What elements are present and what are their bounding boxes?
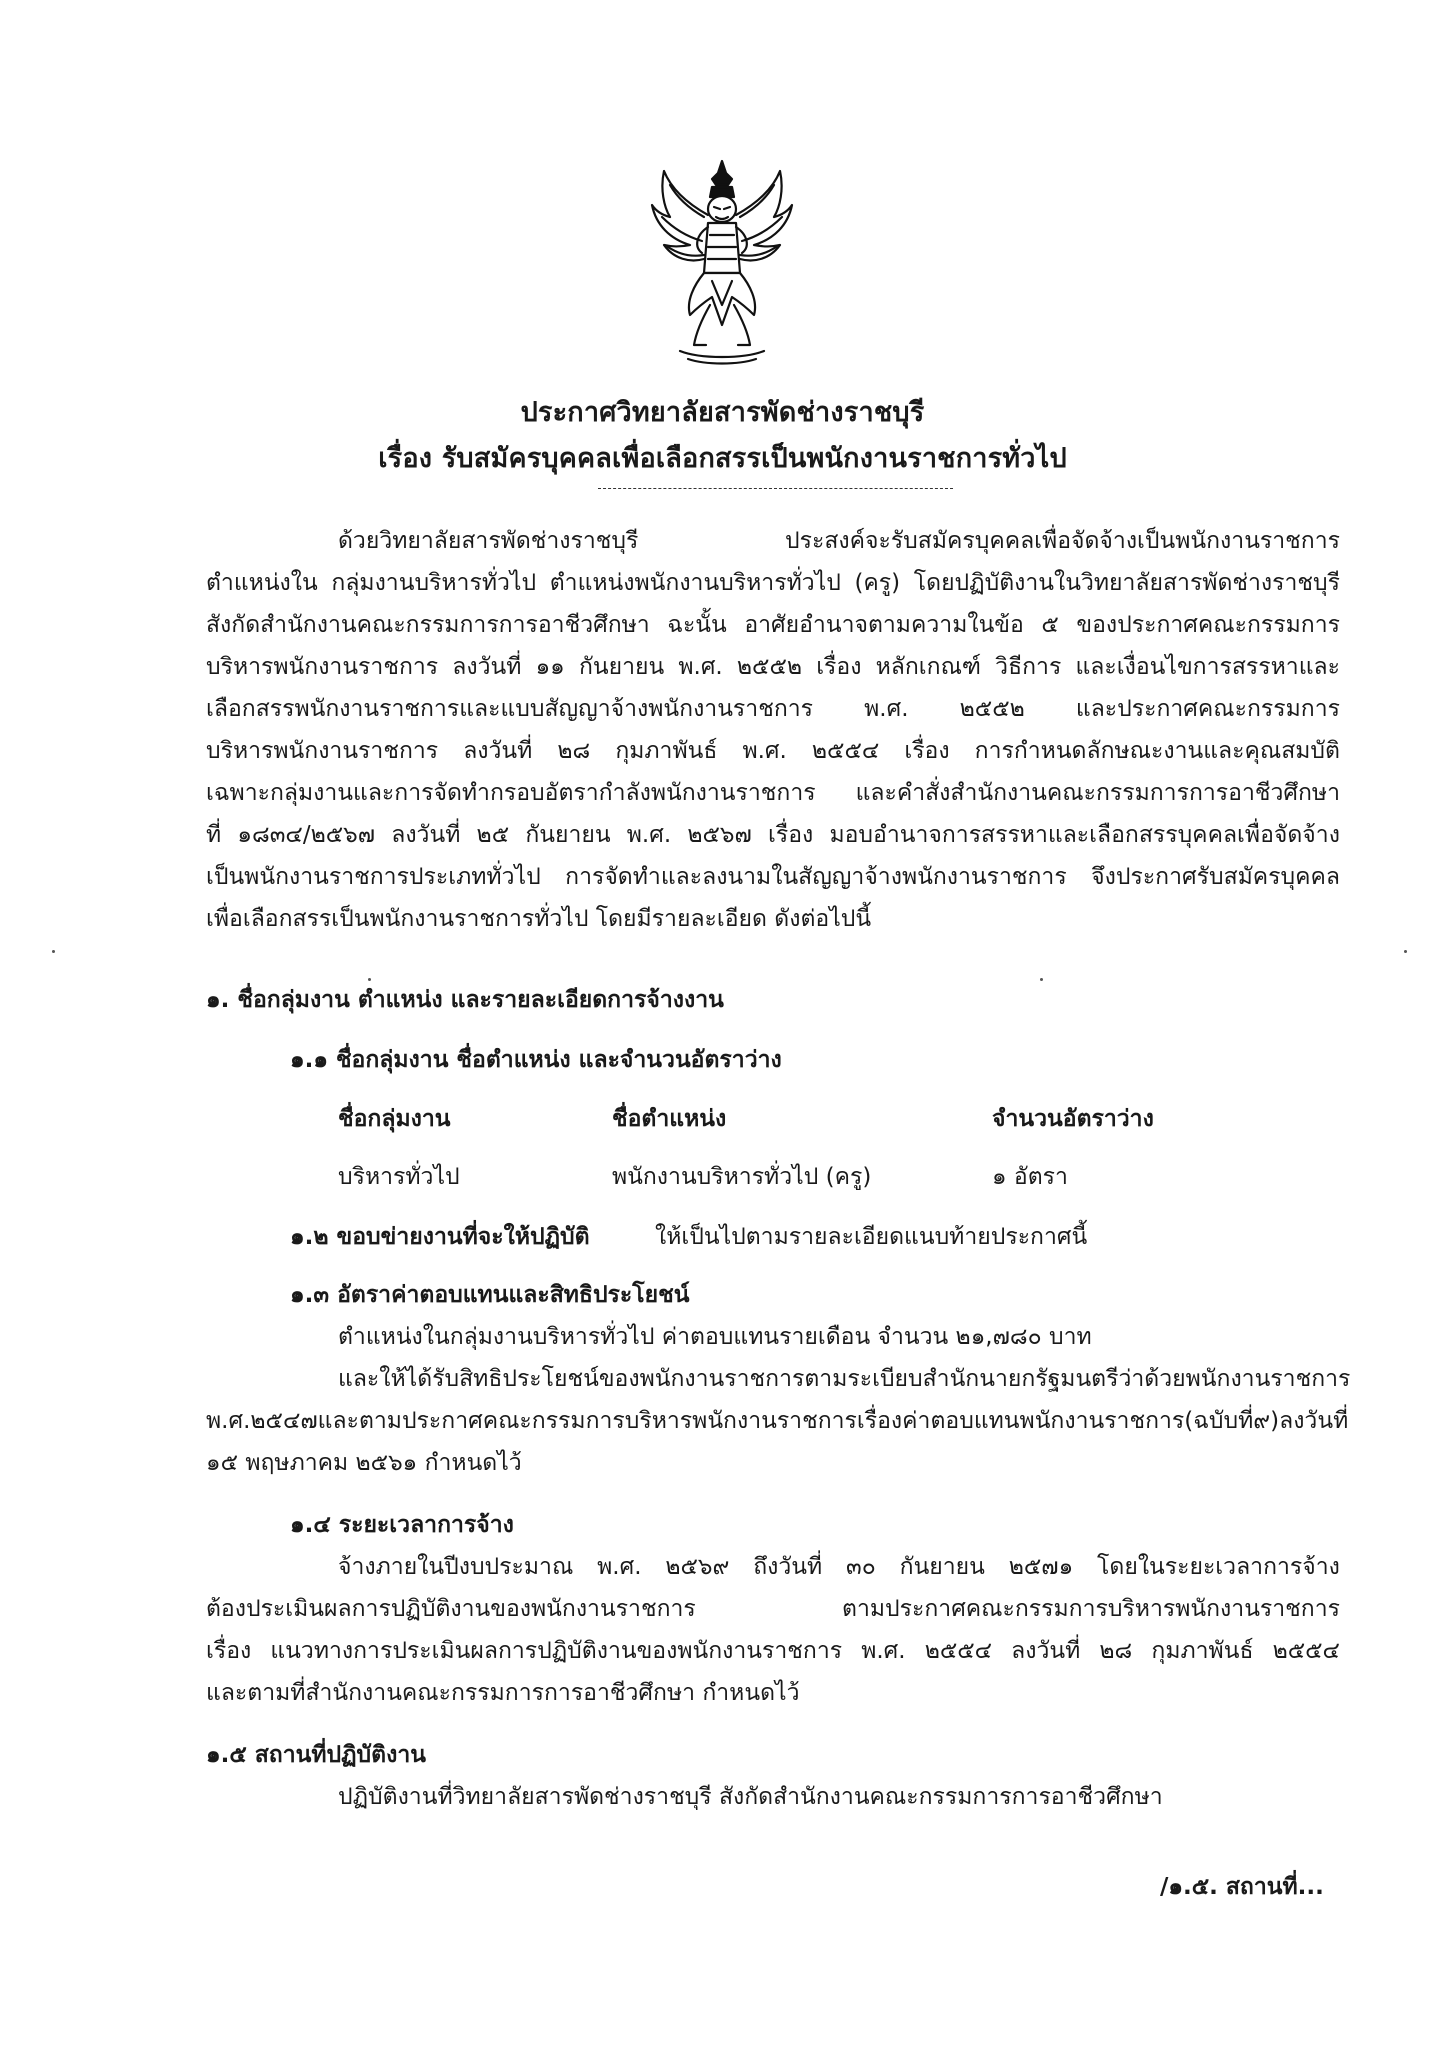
document-title: ประกาศวิทยาลัยสารพัดช่างราชบุรี [520,397,925,428]
table-header-vacancies: จำนวนอัตราว่าง [992,1106,1154,1132]
section-1-3-line: ตำแหน่งในกลุ่มงานบริหารทั่วไป ค่าตอบแทนรายเดือน จำนวน ๒๑,๗๘๐ บาท [338,1324,1092,1350]
table-cell-position: พนักงานบริหารทั่วไป (ครู) [612,1164,872,1190]
table-cell-group: บริหารทั่วไป [338,1164,460,1190]
document-subject: เรื่อง รับสมัครบุคคลเพื่อเลือกสรรเป็นพนักงานราชการทั่วไป [378,443,1067,474]
intro-line: เป็นพนักงานราชการประเภททั่วไป การจัดทำและลงนามในสัญญาจ้างพนักงานราชการ จึงประกาศรับสมัครบุคคล [206,864,1340,890]
title-divider [598,488,953,489]
section-1-3-line: ๑๕ พฤษภาคม ๒๕๖๑ กำหนดไว้ [206,1450,522,1476]
section-1-2-heading: ๑.๒ ขอบข่ายงานที่จะให้ปฏิบัติ [290,1224,590,1250]
section-1-4-line: จ้างภายในปีงบประมาณ พ.ศ. ๒๕๖๙ ถึงวันที่ ๓๐ กันยายน ๒๕๗๑ โดยในระยะเวลาการจ้าง [338,1554,1340,1580]
scan-speck [1040,978,1043,981]
intro-line: บริหารพนักงานราชการ ลงวันที่ ๒๘ กุมภาพันธ์ พ.ศ. ๒๕๕๔ เรื่อง การกำหนดลักษณะงานและคุณสมบัติ [206,738,1340,764]
section-1-5-heading: ๑.๕ สถานที่ปฏิบัติงาน [206,1742,426,1768]
section-1-heading: ๑. ชื่อกลุ่มงาน ตำแหน่ง และรายละเอียดการจ้างงาน [206,987,724,1013]
intro-line: เฉพาะกลุ่มงานและการจัดทำกรอบอัตรากำลังพนักงานราชการ และคำสั่งสำนักงานคณะกรรมการการอาชีวศึกษา [206,780,1340,806]
intro-line: ด้วยวิทยาลัยสารพัดช่างราชบุรี ประสงค์จะรับสมัครบุคคลเพื่อจัดจ้างเป็นพนักงานราชการ [338,528,1340,554]
scan-speck [1404,950,1407,953]
intro-line: เพื่อเลือกสรรเป็นพนักงานราชการทั่วไป โดยมีรายละเอียด ดังต่อไปนี้ [206,906,872,932]
intro-line: บริหารพนักงานราชการ ลงวันที่ ๑๑ กันยายน พ.ศ. ๒๕๕๒ เรื่อง หลักเกณฑ์ วิธีการ และเงื่อนไขการสรรหาและ [206,654,1340,680]
intro-line: เลือกสรรพนักงานราชการและแบบสัญญาจ้างพนักงานราชการ พ.ศ. ๒๕๕๒ และประกาศคณะกรรมการ [206,696,1340,722]
table-header-group: ชื่อกลุ่มงาน [338,1106,451,1132]
scan-speck [52,950,55,953]
page-continuation: /๑.๕. สถานที่... [1160,1874,1324,1900]
table-header-position: ชื่อตำแหน่ง [612,1106,727,1132]
intro-line: สังกัดสำนักงานคณะกรรมการการอาชีวศึกษา ฉะนั้น อาศัยอำนาจตามความในข้อ ๕ ของประกาศคณะกรรมการ [206,612,1340,638]
scan-speck [368,978,371,981]
section-1-4-heading: ๑.๔ ระยะเวลาการจ้าง [290,1512,514,1538]
section-1-2-text: ให้เป็นไปตามรายละเอียดแนบท้ายประกาศนี้ [655,1224,1088,1250]
intro-line: ที่ ๑๘๓๔/๒๕๖๗ ลงวันที่ ๒๕ กันยายน พ.ศ. ๒๕๖๗ เรื่อง มอบอำนาจการสรรหาและเลือกสรรบุคคลเพื่อจัดจ้าง [206,822,1340,848]
section-1-3-heading: ๑.๓ อัตราค่าตอบแทนและสิทธิประโยชน์ [290,1282,690,1308]
section-1-4-line: ต้องประเมินผลการปฏิบัติงานของพนักงานราชการ ตามประกาศคณะกรรมการบริหารพนักงานราชการ [206,1596,1340,1622]
intro-line: ตำแหน่งใน กลุ่มงานบริหารทั่วไป ตำแหน่งพนักงานบริหารทั่วไป (ครู) โดยปฏิบัติงานในวิทยาลัยสารพัดช่างราชบุรี [206,570,1340,596]
garuda-emblem [650,155,795,370]
section-1-3-line: และให้ได้รับสิทธิประโยชน์ของพนักงานราชการ ตามระเบียบสำนักนายกรัฐมนตรีว่าด้วยพนักงานราชการ [338,1366,1351,1392]
section-1-1-heading: ๑.๑ ชื่อกลุ่มงาน ชื่อตำแหน่ง และจำนวนอัตราว่าง [290,1047,782,1073]
section-1-3-line: พ.ศ. ๒๕๔๗ และตามประกาศคณะกรรมการบริหารพนักงานราชการ เรื่อง ค่าตอบแทนพนักงานราชการ (ฉบับที่ ๙) ลงวันที่ [206,1408,1349,1434]
table-cell-vacancies: ๑ อัตรา [992,1164,1068,1190]
section-1-5-text: ปฏิบัติงานที่วิทยาลัยสารพัดช่างราชบุรี สังกัดสำนักงานคณะกรรมการการอาชีวศึกษา [338,1784,1163,1810]
section-1-4-line: เรื่อง แนวทางการประเมินผลการปฏิบัติงานของพนักงานราชการ พ.ศ. ๒๕๕๔ ลงวันที่ ๒๘ กุมภาพันธ์ ๒๕๕๔ [206,1638,1340,1664]
section-1-4-line: และตามที่สำนักงานคณะกรรมการการอาชีวศึกษา กำหนดไว้ [206,1680,800,1706]
